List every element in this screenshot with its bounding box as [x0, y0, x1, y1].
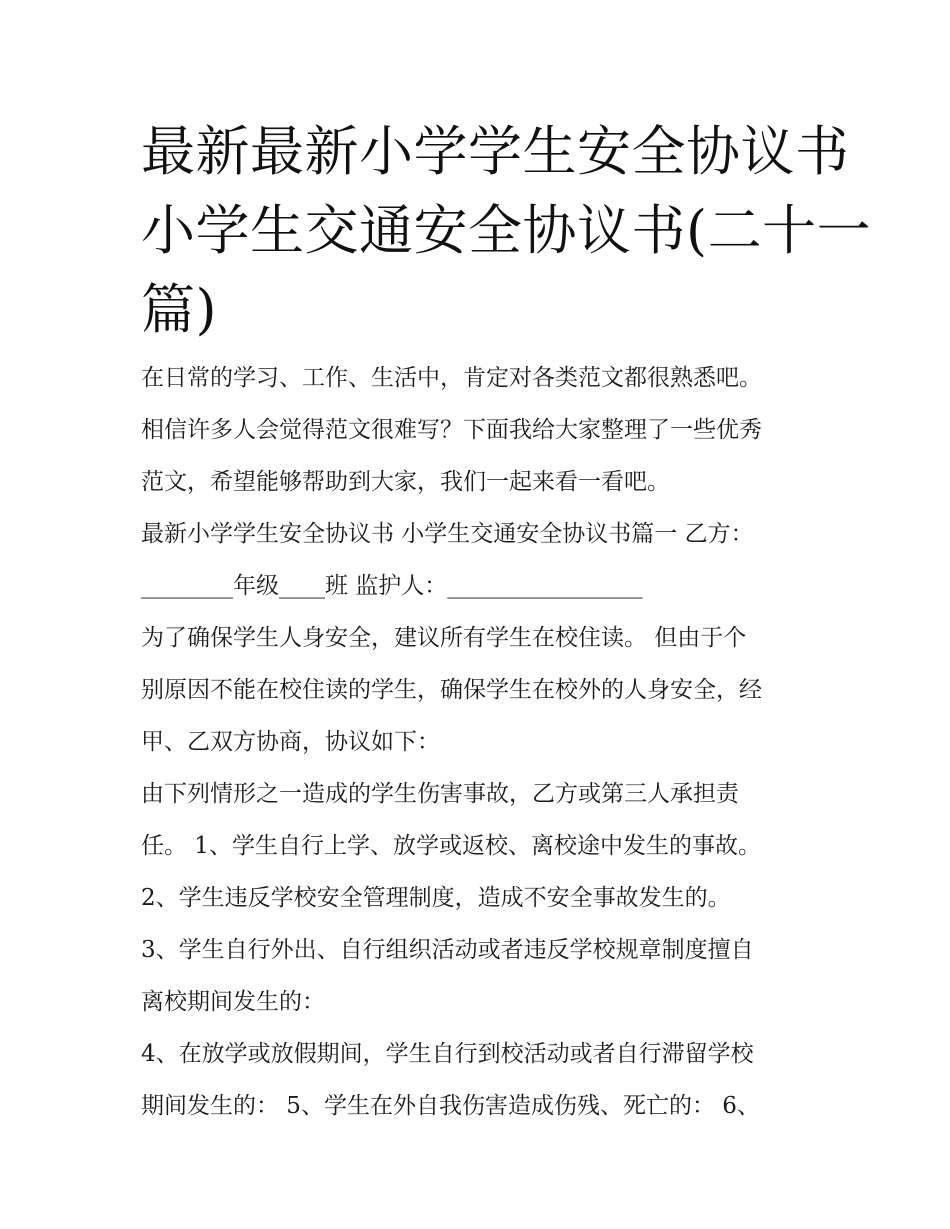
body-line: 最新小学学生安全协议书 小学生交通安全协议书篇一 乙方：: [141, 521, 754, 547]
title-line: 最新最新小学学生安全协议书: [141, 120, 850, 183]
body-line: 甲、乙双方协商，协议如下：: [141, 729, 440, 755]
body-line: 4、在放学或放假期间，学生自行到校活动或者自行滞留学校: [141, 1041, 754, 1067]
body-line: 期间发生的： 5、学生在外自我伤害造成伤残、死亡的： 6、: [141, 1093, 760, 1119]
title-line: 小学生交通安全协议书(二十一: [141, 199, 872, 262]
body-line: 在日常的学习、工作、生活中，肯定对各类范文都很熟悉吧。: [141, 365, 762, 391]
body-line: 为了确保学生人身安全，建议所有学生在校住读。 但由于个: [141, 625, 747, 651]
body-line: 相信许多人会觉得范文很难写？下面我给大家整理了一些优秀: [141, 417, 762, 443]
title-line: 篇): [141, 278, 218, 341]
body-line: 离校期间发生的：: [141, 989, 325, 1015]
body-line: ________年级____班 监护人：_________________: [141, 573, 643, 599]
document-body: [141, 352, 821, 1132]
body-line: 3、学生自行外出、自行组织活动或者违反学校规章制度擅自: [141, 937, 754, 963]
body-line: 别原因不能在校住读的学生，确保学生在校外的人身安全，经: [141, 677, 762, 703]
body-line: 由下列情形之一造成的学生伤害事故，乙方或第三人承担责: [141, 781, 739, 807]
body-line: 范文，希望能够帮助到大家，我们一起来看一看吧。: [141, 469, 670, 495]
body-line: 2、学生违反学校安全管理制度，造成不安全事故发生的。: [141, 885, 731, 911]
document-title: [141, 112, 872, 349]
body-line: 任。 1、学生自行上学、放学或返校、离校途中发生的事故。: [141, 833, 761, 859]
